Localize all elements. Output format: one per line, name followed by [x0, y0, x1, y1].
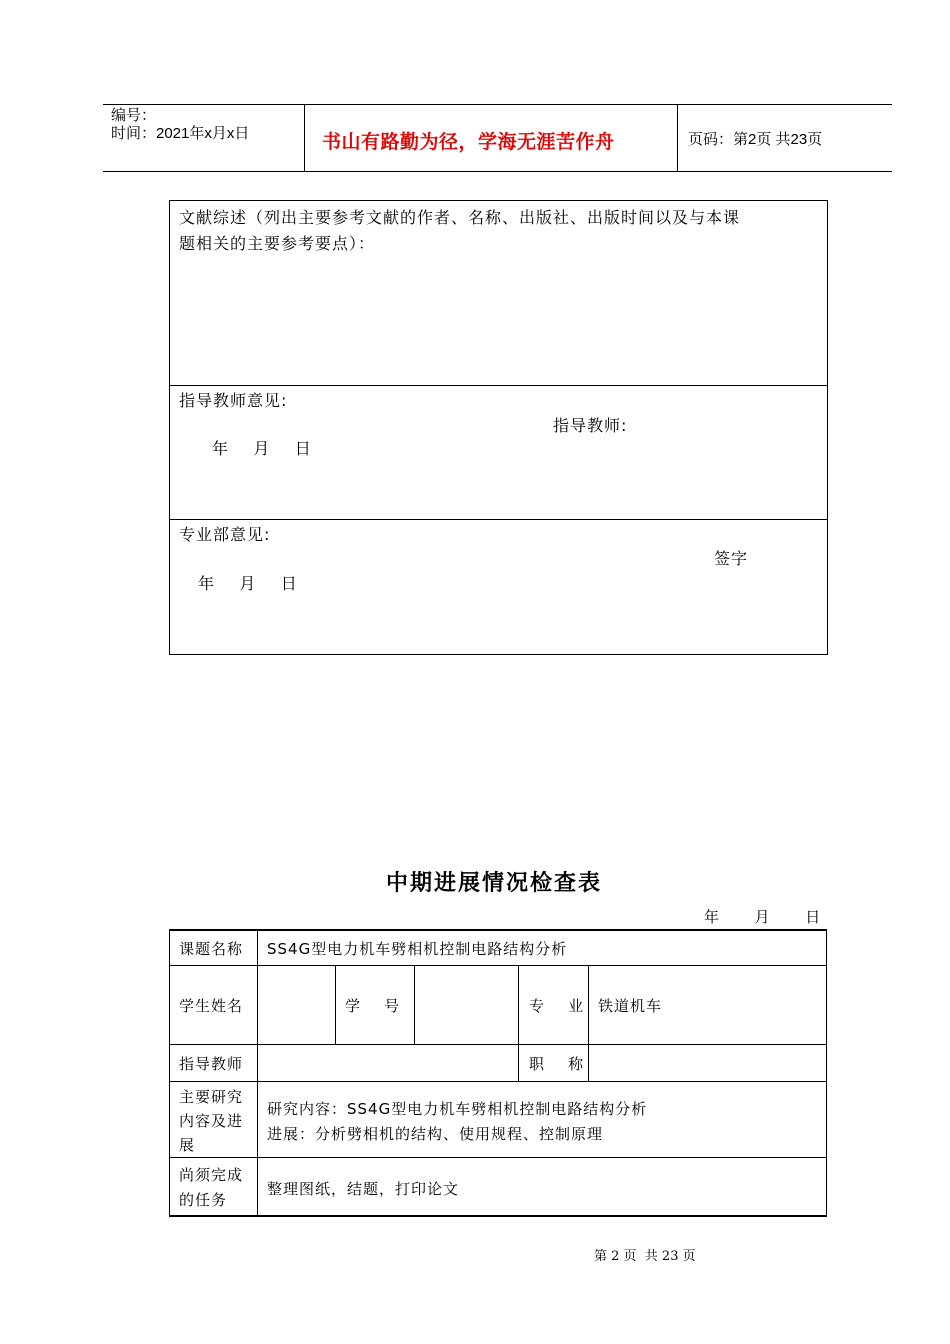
research-label-line2: 内容及进	[179, 1112, 244, 1130]
advisor-opinion-label: 指导教师意见:	[179, 391, 288, 410]
table-col-divider	[257, 929, 258, 1216]
research-progress: 进展：分析劈相机的结构、使用规程、控制原理	[267, 1125, 604, 1143]
header-top-rule	[103, 104, 892, 105]
remaining-label-line1: 尚须完成	[179, 1166, 244, 1184]
advisor-label: 指导教师	[179, 1055, 244, 1073]
table-col-divider	[588, 965, 589, 1082]
major-value: 铁道机车	[598, 997, 663, 1015]
table-col-divider	[335, 965, 336, 1045]
table-row-divider	[169, 1081, 827, 1082]
table-top-border	[169, 929, 827, 931]
header-number-label: 编号：	[111, 107, 157, 124]
table-row-divider	[169, 1044, 827, 1045]
page-footer: 第 2 页 共 23 页	[594, 1249, 696, 1264]
topic-label: 课题名称	[179, 940, 244, 958]
advisor-sign-label: 指导教师:	[553, 416, 628, 435]
table-left-border	[169, 929, 170, 1216]
advisor-date: 年 月 日	[212, 439, 312, 458]
proposal-row-divider-2	[169, 519, 827, 520]
research-content: 研究内容：SS4G型电力机车劈相机控制电路结构分析	[267, 1100, 648, 1118]
table-row-divider	[169, 965, 827, 966]
dept-date: 年 月 日	[198, 574, 298, 593]
literature-review-label-line1: 文献综述（列出主要参考文献的作者、名称、出版社、出版时间以及与本课	[179, 208, 741, 227]
table-col-divider	[414, 965, 415, 1045]
header-page-info: 页码：第2页 共23页	[688, 131, 823, 148]
header-divider-right	[677, 104, 678, 172]
table-bottom-border	[169, 1215, 827, 1217]
major-label: 专 业	[529, 997, 585, 1015]
topic-value: SS4G型电力机车劈相机控制电路结构分析	[267, 940, 568, 958]
dept-opinion-label: 专业部意见:	[179, 525, 271, 544]
remaining-value: 整理图纸，结题，打印论文	[267, 1180, 460, 1198]
header-divider-left	[304, 104, 305, 172]
remaining-label-line2: 的任务	[179, 1191, 228, 1209]
header-time: 时间：2021年x月x日	[111, 125, 250, 142]
literature-review-label-line2: 题相关的主要参考要点）：	[179, 234, 376, 253]
research-label-line3: 展	[179, 1136, 196, 1154]
table-col-divider	[518, 965, 519, 1082]
table-right-border	[826, 929, 827, 1216]
midterm-title: 中期进展情况检查表	[386, 871, 603, 896]
job-title-label: 职 称	[529, 1055, 585, 1073]
midterm-date: 年 月 日	[704, 908, 822, 926]
student-id-label: 学 号	[345, 997, 401, 1015]
student-name-label: 学生姓名	[179, 997, 244, 1015]
research-label-line1: 主要研究	[179, 1088, 244, 1106]
header-motto: 书山有路勤为径，学海无涯苦作舟	[322, 131, 615, 153]
table-row-divider	[169, 1157, 827, 1158]
proposal-row-divider-1	[169, 385, 827, 386]
dept-sign-label: 签字	[714, 549, 749, 568]
header-bottom-rule	[103, 171, 892, 172]
